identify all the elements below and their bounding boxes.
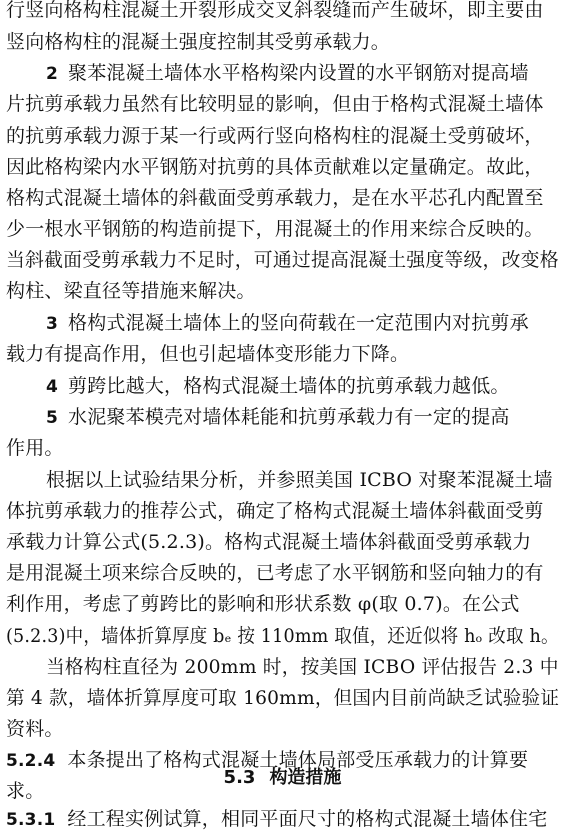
- text-line: (5.2.3)中，墙体折算厚度 bₑ 按 110mm 取值，还近似将 hₒ 改取 h。: [6, 625, 559, 647]
- clause-5-2-4: 5.2.4 本条提出了格构式混凝土墙体局部受压承载力的计算要: [6, 749, 529, 771]
- text-line: 利作用，考虑了剪跨比的影响和形状系数 φ(取 0.7)。在公式: [6, 593, 520, 615]
- clause-5-3-1: [6, 806, 547, 833]
- text-line: 资料。: [6, 718, 64, 740]
- text-line: 因此格构梁内水平钢筋对抗剪的具体贡献难以定量确定。故此，: [6, 156, 544, 178]
- text-line: 片抗剪承载力虽然有比较明显的影响，但由于格构式混凝土墙体: [6, 93, 544, 115]
- clause-text: 经工程实例试算，相同平面尺寸的格构式混凝土墙体住宅: [67, 808, 548, 830]
- clause-number: 5.2.4: [6, 751, 56, 771]
- text-line: 求。: [6, 780, 45, 802]
- list-item-2: 2 聚苯混凝土墙体水平格构梁内设置的水平钢筋对提高墙: [46, 62, 529, 84]
- text-line: 当斜截面受剪承载力不足时，可通过提高混凝土强度等级，改变格: [6, 249, 559, 271]
- text-line: 格构式混凝土墙体的斜截面受剪承载力，是在水平芯孔内配置至: [6, 187, 544, 209]
- item-number: 3: [46, 314, 59, 334]
- list-item-4: 4 剪跨比越大，格构式混凝土墙体的抗剪承载力越低。: [46, 375, 510, 397]
- text-line: 当格构柱直径为 200mm 时，按美国 ICBO 评估报告 2.3 中: [46, 656, 559, 678]
- text-line: 承载力计算公式(5.2.3)。格构式混凝土墙体斜截面受剪承载力: [6, 531, 532, 553]
- text-line: 构柱、梁直径等措施来解决。: [6, 280, 256, 302]
- text-line: 行竖向格构柱混凝土开裂形成交叉斜裂缝而产生破坏，即主要由: [6, 0, 544, 21]
- text-line: 第 4 款，墙体折算厚度可取 160mm，但国内目前尚缺乏试验验证: [6, 687, 560, 709]
- text-line: 的抗剪承载力源于某一行或两行竖向格构柱的混凝土受剪破坏，: [6, 125, 544, 147]
- clause-number: 5.3.1: [6, 810, 56, 830]
- item-number: 2: [46, 64, 59, 84]
- text-line: 竖向格构柱的混凝土强度控制其受剪承载力。: [6, 31, 391, 53]
- section-title: 构造措施: [269, 767, 342, 788]
- list-item-5: 5 水泥聚苯模壳对墙体耗能和抗剪承载力有一定的提高: [46, 406, 510, 428]
- section-heading: [0, 765, 565, 791]
- text-line: 作用。: [6, 437, 64, 459]
- text-line: 体抗剪承载力的推荐公式，确定了格构式混凝土墙体斜截面受剪: [6, 500, 544, 522]
- section-number: 5.3: [223, 767, 256, 788]
- item-number: 5: [46, 408, 59, 428]
- text-line: 是用混凝土项来综合反映的，已考虑了水平钢筋和竖向轴力的有: [6, 562, 544, 584]
- item-number: 4: [46, 377, 59, 397]
- text-line: 少一根水平钢筋的构造前提下，用混凝土的作用来综合反映的。: [6, 218, 544, 240]
- text-line: 载力有提高作用，但也引起墙体变形能力下降。: [6, 343, 410, 365]
- text-line: 根据以上试验结果分析，并参照美国 ICBO 对聚苯混凝土墙: [46, 469, 553, 491]
- list-item-3: 3 格构式混凝土墙体上的竖向荷载在一定范围内对抗剪承: [46, 312, 529, 334]
